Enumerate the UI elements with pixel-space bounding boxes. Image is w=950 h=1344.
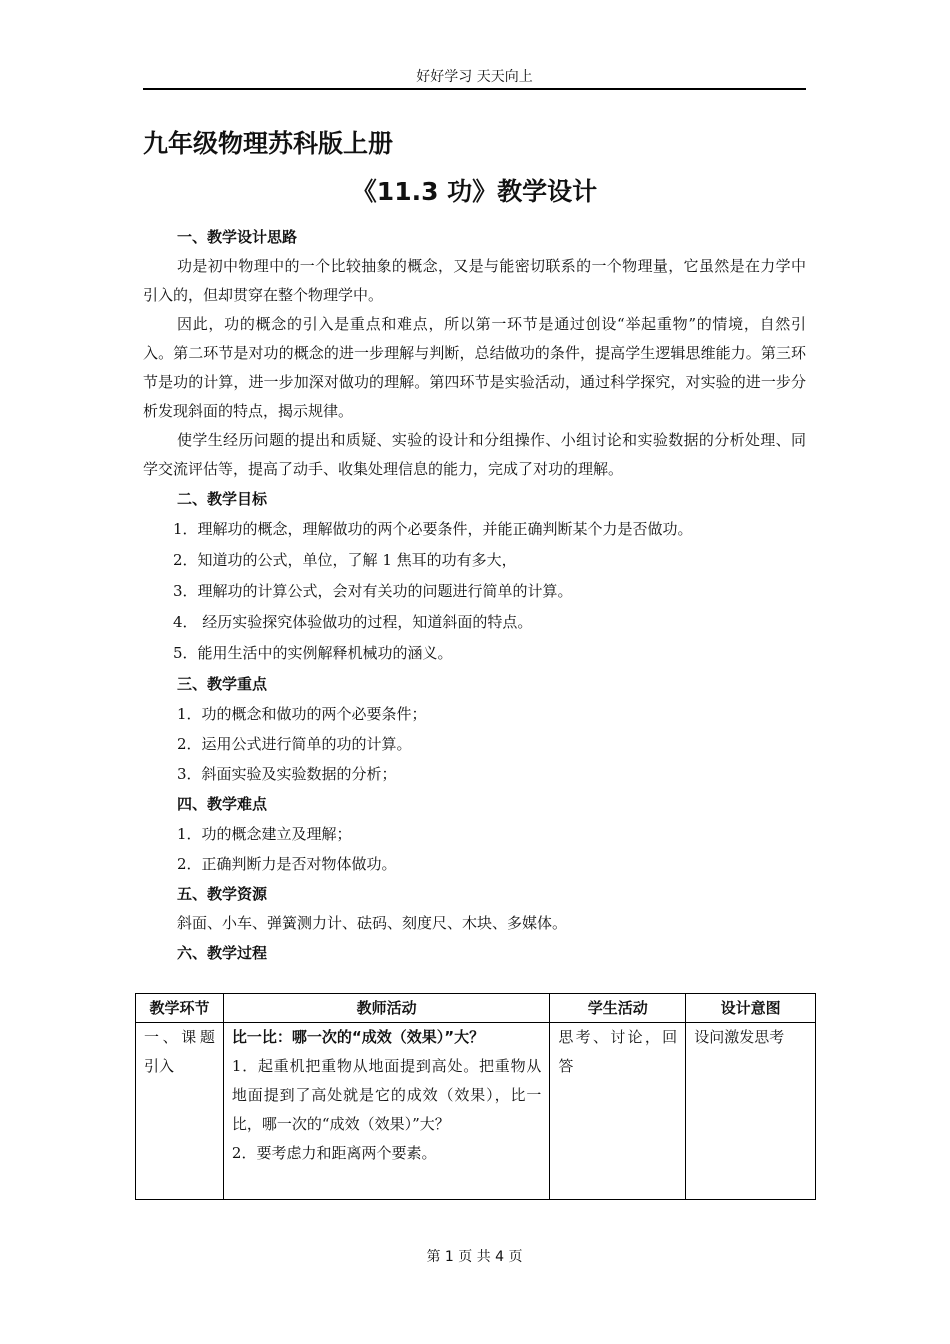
column-header: 设计意图: [686, 994, 816, 1023]
section1-paragraph: 因此，功的概念的引入是重点和难点，所以第一环节是通过创设“举起重物”的情境，自然引入。第二环节是对功的概念的进一步理解与判断，总结做功的条件，提高学生逻辑思维能力。第三环节是功的计算，进一步加深对做功的理解。第四环节是实验活动，通过科学探究，对实验的进一步分析发现斜面的特点，揭示规律。: [143, 315, 806, 420]
resources-text: 斜面、小车、弹簧测力计、砝码、刻度尺、木块、多媒体。: [177, 914, 568, 932]
objective-item: 5．能用生活中的实例解释机械功的涵义。: [173, 644, 453, 662]
column-header: 学生活动: [550, 994, 686, 1023]
teaching-process-table: [135, 993, 816, 1200]
table-row: [136, 1023, 816, 1200]
teacher-activity-cell: [223, 1023, 549, 1200]
section1-paragraph: 功是初中物理中的一个比较抽象的概念，又是与能密切联系的一个物理量，它虽然是在力学中引入的，但却贯穿在整个物理学中。: [143, 257, 806, 304]
header-rule: [143, 88, 806, 90]
column-header: 教师活动: [223, 994, 549, 1023]
document-body: [143, 222, 806, 968]
section5-heading: 五、教学资源: [177, 885, 268, 903]
page-header: 好好学习 天天向上: [416, 69, 533, 85]
document-title-line1: 九年级物理苏科版上册: [143, 129, 394, 158]
page-footer: 第 1 页 共 4 页: [426, 1249, 523, 1265]
section4-heading: 四、教学难点: [177, 795, 268, 813]
section6-heading: 六、教学过程: [177, 944, 268, 962]
section1-heading: 一、教学设计思路: [177, 228, 298, 246]
section1-paragraph: 使学生经历问题的提出和质疑、实验的设计和分组操作、小组讨论和实验数据的分析处理、同学交流评估等，提高了动手、收集处理信息的能力，完成了对功的理解。: [143, 431, 806, 478]
column-header: 教学环节: [136, 994, 224, 1023]
teacher-activity-line: 1．起重机把重物从地面提到高处。把重物从地面提到了高处就是它的成效（效果），比一比，哪一次的“成效（效果）”大？: [231, 1057, 542, 1133]
objective-item: 2．知道功的公式，单位，了解 1 焦耳的功有多大，: [173, 551, 517, 569]
key-point-item: 2．运用公式进行简单的功的计算。: [177, 735, 412, 753]
design-intent-cell: 设问激发思考: [686, 1023, 816, 1200]
key-point-item: 1．功的概念和做功的两个必要条件；: [177, 705, 427, 723]
section2-heading: 二、教学目标: [177, 490, 268, 508]
section3-heading: 三、教学重点: [177, 675, 268, 693]
objective-item: 1．理解功的概念，理解做功的两个必要条件，并能正确判断某个力是否做功。: [173, 520, 693, 538]
objective-item: 3．理解功的计算公式，会对有关功的问题进行简单的计算。: [173, 582, 573, 600]
student-activity-cell: 思考、讨论，回答: [550, 1023, 686, 1200]
difficulty-item: 2．正确判断力是否对物体做功。: [177, 855, 397, 873]
key-point-item: 3．斜面实验及实验数据的分析；: [177, 765, 397, 783]
objective-item: 4． 经历实验探究体验做功的过程，知道斜面的特点。: [173, 613, 533, 631]
document-title-line2: 《11.3 功》教学设计: [351, 177, 598, 206]
table-header-row: [136, 994, 816, 1023]
difficulty-item: 1．功的概念建立及理解；: [177, 825, 352, 843]
stage-cell: 一、课题引入: [136, 1023, 224, 1200]
teacher-activity-title: 比一比：哪一次的“成效（效果）”大？: [231, 1028, 485, 1046]
teacher-activity-line: 2．要考虑力和距离两个要素。: [231, 1144, 437, 1162]
